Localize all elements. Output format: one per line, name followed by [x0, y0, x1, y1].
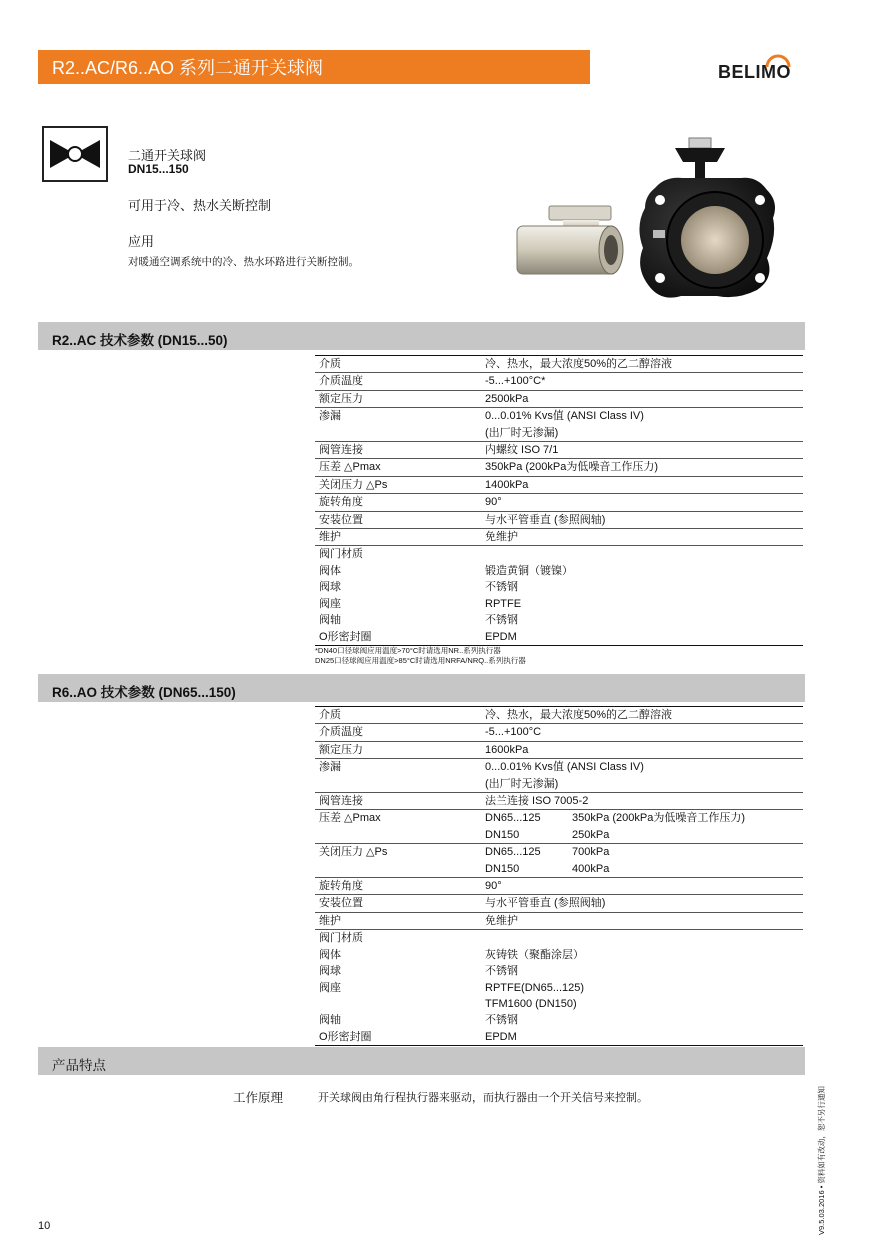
spec-sub-dn: DN150 [485, 828, 520, 841]
spec-sub-value: 350kPa (200kPa为低噪音工作压力) [572, 812, 745, 825]
spec-value: RPTFE(DN65...125) [485, 981, 585, 994]
table-row [315, 810, 803, 827]
table-row [315, 546, 803, 563]
spec-sub-value: 250kPa [572, 828, 610, 841]
spec-value: 90° [481, 878, 803, 895]
page-number: 10 [38, 1220, 51, 1232]
table-row [315, 596, 803, 612]
spec-value [481, 844, 803, 861]
table-row [315, 724, 803, 741]
valve-symbol-icon [42, 126, 108, 182]
spec-key: 阀门材质 [319, 932, 363, 945]
spec-key: 额定压力 [315, 741, 481, 758]
table-row [315, 947, 803, 963]
spec-key: 阀体 [319, 948, 341, 961]
table-row [315, 1029, 803, 1046]
product-dn-range: DN15...150 [128, 162, 189, 176]
spec-sub-dn: DN65...125 [485, 846, 541, 859]
table-row [315, 996, 803, 1012]
page-title: R2..AC/R6..AO 系列二通开关球阀 [52, 58, 324, 78]
spec-value: RPTFE [485, 597, 522, 610]
spec-value: 锻造黄铜（镀镍） [485, 564, 573, 577]
spec-sub-value: 400kPa [572, 862, 610, 875]
spec-key [315, 425, 481, 442]
spec-key: 阀门材质 [319, 548, 363, 561]
spec-value: 350kPa (200kPa为低噪音工作压力) [481, 459, 803, 476]
spec-key: 压差 △Pmax [319, 812, 381, 825]
spec-value: 法兰连接 ISO 7005-2 [481, 793, 803, 810]
spec-key: 安装位置 [315, 895, 481, 912]
table-row [315, 425, 803, 442]
table-row [315, 373, 803, 390]
spec-key: 渗漏 [319, 761, 341, 774]
spec-key: 关闭压力 △Ps [315, 476, 481, 493]
table-row [315, 878, 803, 895]
spec-sub-value: 700kPa [572, 846, 610, 859]
spec-sub-dn: DN150 [485, 862, 520, 875]
spec-key: 阀体 [319, 564, 341, 577]
spec-value: (出厂时无渗漏) [481, 425, 803, 442]
table-row [315, 844, 803, 861]
spec-value: 90° [481, 494, 803, 511]
spec-key: 维护 [315, 912, 481, 929]
r6-spec-table [315, 706, 803, 1046]
spec-value: TFM1600 (DN150) [485, 997, 577, 1010]
spec-key: 介质温度 [315, 373, 481, 390]
table-row [315, 793, 803, 810]
spec-value: 与水平管垂直 (参照阀轴) [481, 895, 803, 912]
footnote-1: *DN40口径球阀应用温度>70°C时请选用NR..系列执行器 [315, 646, 501, 655]
spec-key: 介质 [315, 707, 481, 724]
feature-label: 工作原理 [233, 1091, 284, 1105]
spec-value: 1600kPa [481, 741, 803, 758]
brand-logo: BELIMO [718, 62, 791, 82]
r2-spec-table [315, 355, 803, 646]
table-row [315, 629, 803, 646]
application-title: 应用 [128, 234, 155, 249]
spec-key: 阀球 [319, 965, 341, 978]
spec-key: 阀座 [319, 597, 341, 610]
table-row [315, 476, 803, 493]
spec-key [315, 827, 481, 844]
table-row [315, 356, 803, 373]
spec-value: 冷、热水，最大浓度50%的乙二醇溶液 [481, 356, 803, 373]
table-row [315, 459, 803, 476]
spec-value: 0...0.01% Kvs值 (ANSI Class IV) [485, 410, 644, 423]
table-row [315, 707, 803, 724]
table-row [315, 912, 803, 929]
section-title-r2: R2..AC 技术参数 (DN15...50) [52, 333, 228, 348]
table-row [315, 579, 803, 595]
spec-value: 与水平管垂直 (参照阀轴) [481, 511, 803, 528]
spec-value: EPDM [481, 1029, 803, 1046]
section-bar-features [38, 1047, 805, 1075]
spec-value: 不锈钢 [485, 965, 518, 978]
feature-text: 开关球阀由角行程执行器来驱动，而执行器由一个开关信号来控制。 [318, 1092, 648, 1104]
spec-value [481, 810, 803, 827]
spec-key [315, 996, 481, 1012]
table-row [315, 980, 803, 996]
spec-key: 阀座 [319, 981, 341, 994]
table-row [315, 759, 803, 776]
spec-key: 阀球 [319, 581, 341, 594]
spec-key: 介质 [315, 356, 481, 373]
spec-key: 渗漏 [319, 410, 341, 423]
table-row [315, 861, 803, 878]
product-usage: 可用于冷、热水关断控制 [128, 198, 272, 213]
spec-value: -5...+100°C* [481, 373, 803, 390]
table-row [315, 930, 803, 947]
spec-value: 2500kPa [481, 390, 803, 407]
spec-value [481, 827, 803, 844]
spec-value [481, 861, 803, 878]
table-row [315, 895, 803, 912]
spec-key: 阀管连接 [315, 793, 481, 810]
spec-value [481, 930, 803, 947]
spec-value [481, 546, 803, 563]
spec-value: 不锈钢 [485, 614, 518, 627]
spec-value: 免维护 [481, 912, 803, 929]
spec-key [315, 776, 481, 793]
spec-key: 维护 [315, 529, 481, 546]
table-row [315, 494, 803, 511]
table-row [315, 408, 803, 425]
spec-value: -5...+100°C [481, 724, 803, 741]
table-row [315, 1012, 803, 1028]
spec-value: 1400kPa [481, 476, 803, 493]
table-row [315, 563, 803, 579]
table-row [315, 442, 803, 459]
product-name: 二通开关球阀 [128, 148, 207, 163]
spec-key: 安装位置 [315, 511, 481, 528]
spec-key: 旋转角度 [315, 878, 481, 895]
spec-value: 内螺纹 ISO 7/1 [481, 442, 803, 459]
spec-value: (出厂时无渗漏) [481, 776, 803, 793]
table-row [315, 741, 803, 758]
spec-key [315, 861, 481, 878]
section-title-features: 产品特点 [52, 1058, 106, 1073]
spec-key: 阀轴 [319, 1014, 341, 1027]
table-row [315, 963, 803, 979]
section-title-r6: R6..AO 技术参数 (DN65...150) [52, 685, 236, 700]
footnote-2: DN25口径球阀应用温度>85°C时请选用NRFA/NRQ..系列执行器 [315, 656, 526, 665]
spec-value: 不锈钢 [485, 1014, 518, 1027]
table-row [315, 776, 803, 793]
spec-key: 关闭压力 △Ps [319, 846, 388, 859]
spec-key: 压差 △Pmax [315, 459, 481, 476]
spec-key: 旋转角度 [315, 494, 481, 511]
table-row [315, 612, 803, 628]
table-row [315, 390, 803, 407]
logo-arc-icon [765, 54, 791, 68]
spec-value: 灰铸铁（聚酯涂层） [485, 948, 584, 961]
side-note: V9.5.03.2016 • 资料如有改动，恕不另行通知 [817, 1086, 826, 1235]
spec-value: 0...0.01% Kvs值 (ANSI Class IV) [485, 761, 644, 774]
spec-value: EPDM [481, 629, 803, 646]
spec-value: 冷、热水，最大浓度50%的乙二醇溶液 [481, 707, 803, 724]
application-text: 对暖通空调系统中的冷、热水环路进行关断控制。 [128, 256, 359, 268]
table-row [315, 511, 803, 528]
spec-key: 额定压力 [315, 390, 481, 407]
spec-sub-dn: DN65...125 [485, 812, 541, 825]
spec-value: 不锈钢 [485, 581, 518, 594]
spec-key: O形密封圈 [315, 1029, 481, 1046]
spec-key: 阀管连接 [315, 442, 481, 459]
table-row [315, 827, 803, 844]
spec-key: 阀轴 [319, 614, 341, 627]
spec-value: 免维护 [481, 529, 803, 546]
spec-key: O形密封圈 [315, 629, 481, 646]
spec-key: 介质温度 [315, 724, 481, 741]
table-row [315, 529, 803, 546]
valve-product-photo [505, 118, 795, 318]
